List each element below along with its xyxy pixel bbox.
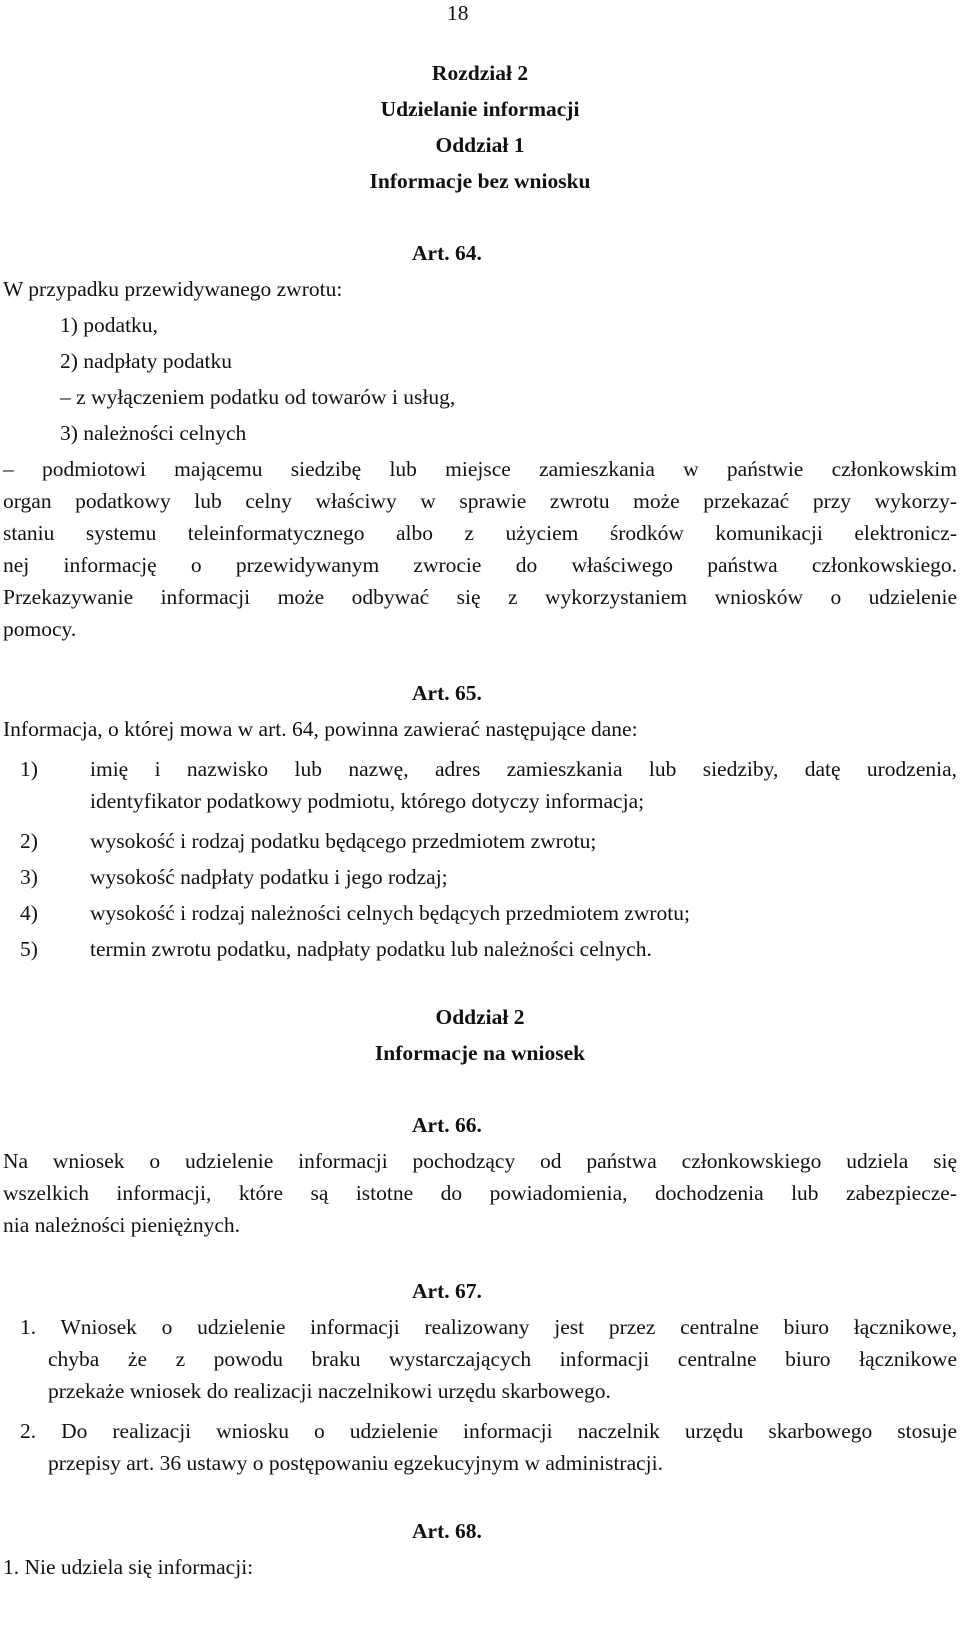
art-64-line: pomocy.	[3, 617, 77, 641]
chapter-title: Udzielanie informacji	[380, 97, 580, 121]
art-64-item-2: 2) nadpłaty podatku	[60, 349, 232, 373]
art-64-intro: W przypadku przewidywanego zwrotu:	[3, 277, 343, 301]
art-64-line: staniu systemu teleinformatycznego albo z użyciem środków komunikacji elektronicz-	[3, 521, 957, 545]
art-65-heading: Art. 65.	[412, 681, 482, 705]
art-64-line: – podmiotowi mającemu siedzibę lub miejsce zamieszkania w państwie członkowskim	[3, 457, 957, 481]
art-64-item-1: 1) podatku,	[60, 313, 158, 337]
page-number: 18	[447, 1, 469, 25]
art-66-heading: Art. 66.	[412, 1113, 482, 1137]
art-67-par-2-line: 2. Do realizacji wniosku o udzielenie informacji naczelnik urzędu skarbowego stosuje	[20, 1419, 957, 1443]
art-67-heading: Art. 67.	[412, 1279, 482, 1303]
art-65-item-number: 4)	[20, 901, 38, 925]
section-number: Oddział 1	[435, 133, 525, 157]
art-65-item-number: 5)	[20, 937, 38, 961]
art-66-line: nia należności pieniężnych.	[3, 1213, 240, 1237]
art-67-par-2-line: przepisy art. 36 ustawy o postępowaniu egzekucyjnym w administracji.	[48, 1451, 663, 1475]
art-64-line: nej informację o przewidywanym zwrocie do właściwego państwa członkowskiego.	[3, 553, 957, 577]
art-67-par-1-line: 1. Wniosek o udzielenie informacji realizowany jest przez centralne biuro łącznikowe,	[20, 1315, 957, 1339]
art-65-item-text: termin zwrotu podatku, nadpłaty podatku lub należności celnych.	[90, 937, 652, 961]
art-68-heading: Art. 68.	[412, 1519, 482, 1543]
art-65-item-number: 2)	[20, 829, 38, 853]
art-65-intro: Informacja, o której mowa w art. 64, powinna zawierać następujące dane:	[3, 717, 638, 741]
art-67-par-1-line: chyba że z powodu braku wystarczających informacji centralne biuro łącznikowe	[48, 1347, 957, 1371]
art-65-item-text: identyfikator podatkowy podmiotu, którego dotyczy informacja;	[90, 789, 645, 813]
art-64-item-3: 3) należności celnych	[60, 421, 247, 445]
art-66-line: Na wniosek o udzielenie informacji pochodzący od państwa członkowskiego udziela się	[3, 1149, 957, 1173]
art-66-line: wszelkich informacji, które są istotne do powiadomienia, dochodzenia lub zabezpiecze-	[3, 1181, 957, 1205]
section-title: Informacje bez wniosku	[369, 169, 591, 193]
art-67-par-1-line: przekaże wniosek do realizacji naczelnikowi urzędu skarbowego.	[48, 1379, 611, 1403]
art-64-dash-clause: – z wyłączeniem podatku od towarów i usług,	[60, 385, 456, 409]
chapter-number: Rozdział 2	[431, 61, 529, 85]
art-64-line: Przekazywanie informacji może odbywać się z wykorzystaniem wniosków o udzielenie	[3, 585, 957, 609]
section-number: Oddział 2	[435, 1005, 525, 1029]
art-65-item-number: 1)	[20, 757, 38, 781]
art-65-item-text: wysokość nadpłaty podatku i jego rodzaj;	[90, 865, 448, 889]
art-65-item-text: wysokość i rodzaj należności celnych będących przedmiotem zwrotu;	[90, 901, 690, 925]
art-68-par-1: 1. Nie udziela się informacji:	[3, 1555, 254, 1579]
art-64-line: organ podatkowy lub celny właściwy w sprawie zwrotu może przekazać przy wykorzy-	[3, 489, 957, 513]
art-65-item-text: wysokość i rodzaj podatku będącego przedmiotem zwrotu;	[90, 829, 597, 853]
art-65-item-number: 3)	[20, 865, 38, 889]
art-64-heading: Art. 64.	[412, 241, 482, 265]
art-65-item-text: imię i nazwisko lub nazwę, adres zamieszkania lub siedziby, datę urodzenia,	[90, 757, 957, 781]
section-title: Informacje na wniosek	[374, 1041, 586, 1065]
